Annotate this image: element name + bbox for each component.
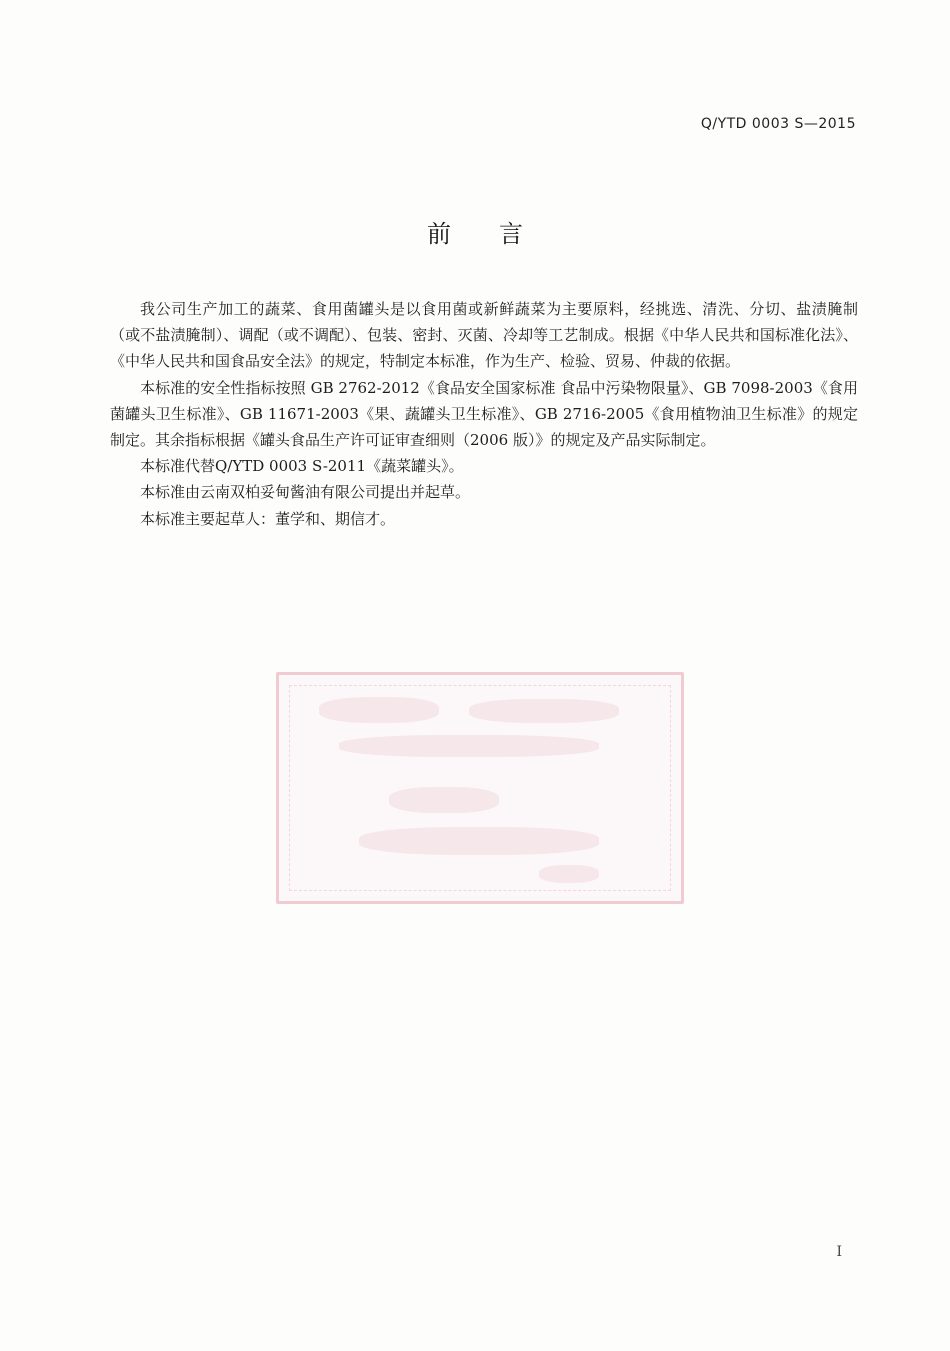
stamp-mark — [359, 827, 599, 855]
stamp-mark — [469, 699, 619, 723]
stamp-mark — [319, 697, 439, 723]
paragraph: 本标准主要起草人：董学和、期信才。 — [140, 509, 396, 528]
paragraph: 本标准代替Q/YTD 0003 S-2011《蔬菜罐头》。 — [140, 457, 464, 476]
paragraph: 本标准的安全性指标按照 GB 2762-2012《食品安全国家标准 食品中污染物限量》、GB 7098-2003《食用菌罐头卫生标准》、GB 11671-2003《果、蔬罐头卫生标准》、GB 2716-2005《食用植物油卫生标准》的规定制定。其余指标根据《罐头食品生产许可证审查细则（2006 版）》的规定及产品实际制定。 — [110, 378, 858, 450]
stamp-mark — [389, 787, 499, 813]
faded-official-stamp — [276, 672, 684, 904]
paragraph: 本标准由云南双柏妥甸酱油有限公司提出并起草。 — [140, 483, 471, 502]
foreword-body — [110, 296, 858, 532]
page-number: I — [836, 1244, 842, 1260]
standard-number: Q/YTD 0003 S—2015 — [700, 116, 856, 132]
stamp-mark — [539, 865, 599, 883]
paragraph: 我公司生产加工的蔬菜、食用菌罐头是以食用菌或新鲜蔬菜为主要原料，经挑选、清洗、分切、盐渍腌制（或不盐渍腌制）、调配（或不调配）、包装、密封、灭菌、冷却等工艺制成。根据《中华人民共和国标准化法》、《中华人民共和国食品安全法》的规定，特制定本标准，作为生产、检验、贸易、仲裁的依据。 — [110, 300, 858, 371]
page-title: 前言 — [427, 220, 571, 248]
stamp-mark — [339, 735, 599, 757]
